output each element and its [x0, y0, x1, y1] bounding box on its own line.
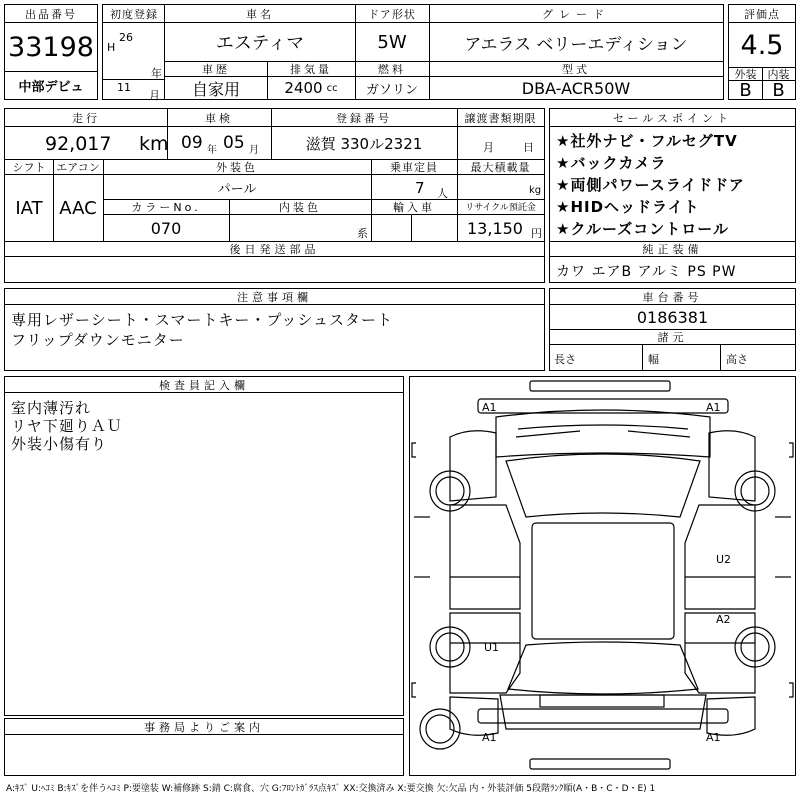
- reg-year: 26: [119, 31, 133, 44]
- lot-box: [4, 4, 98, 100]
- recycle-unit: 円: [531, 227, 542, 240]
- reg-era: H: [107, 41, 116, 54]
- door-type: 5W: [377, 31, 407, 53]
- model-header: 型式: [429, 61, 723, 77]
- mileage-value: 92,017: [45, 133, 112, 155]
- inspection-year-unit: 年: [207, 145, 217, 156]
- transfer-day-unit: 日: [523, 141, 534, 154]
- lot-header: 出品番号: [5, 5, 97, 23]
- equipment-value: カワ エアB アルミ PS PW: [556, 264, 737, 280]
- grade-name: アエラス ベリーエディション: [464, 34, 688, 55]
- max-load-unit: kg: [529, 185, 542, 196]
- int-color-unit: 系: [357, 227, 368, 240]
- sales-point-3: ★両側パワースライドドア: [556, 176, 745, 194]
- sales-point-4: ★HIDヘッドライト: [556, 198, 700, 216]
- int-color-header: 内装色: [229, 199, 371, 215]
- aircon-header: エアコン: [53, 159, 103, 175]
- car-diagram-svg: [410, 377, 795, 775]
- equipment-header: 純正装備: [550, 241, 795, 257]
- dims-width: 幅: [648, 353, 659, 366]
- int-score: B: [772, 79, 785, 101]
- chassis-box: [549, 288, 796, 371]
- inspector-line-3: 外装小傷有り: [11, 435, 108, 453]
- displacement-unit: cc: [326, 82, 338, 94]
- dims-length: 長さ: [554, 353, 576, 366]
- capacity-value: 7: [415, 179, 425, 197]
- office-header: 事務局よりご案内: [5, 719, 403, 735]
- ext-color-value: パール: [217, 181, 257, 197]
- capacity-header: 乗車定員: [371, 159, 457, 175]
- damage-legend: A:ｷｽﾞ U:ﾍｺﾐ B:ｷｽﾞを伴うﾍｺﾐ P:要塗装 W:補修跡 S:錆 C:腐食、穴 G:ﾌﾛﾝﾄｶﾞﾗｽ点ｷｽﾞ XX:交換済み X:要交換 欠:欠品 内・外装評価 5段階ﾗﾝｸ順(A・B・C・D・E) 1: [6, 784, 656, 794]
- mark-u1: U1: [484, 641, 500, 654]
- notes-header: 注意事項欄: [5, 289, 544, 305]
- notes-box: [4, 288, 545, 371]
- inspector-line-1: 室内薄汚れ: [11, 399, 92, 417]
- ext-color-header: 外装色: [103, 159, 371, 175]
- lot-tag: 中部デビュ: [18, 79, 84, 95]
- score-header: 評価点: [729, 5, 795, 23]
- mark-front-left: A1: [482, 401, 497, 414]
- sales-point-1: ★社外ナビ・フルセグTV: [556, 132, 738, 150]
- inspection-year: 09: [181, 133, 203, 153]
- plate-value: 滋賀 330ル2321: [305, 134, 423, 153]
- color-no-value: 070: [150, 218, 182, 238]
- import-header: 輸入車: [371, 199, 457, 215]
- chassis-header: 車台番号: [550, 289, 795, 305]
- score-box: [728, 4, 796, 100]
- chassis-value: 0186381: [636, 307, 709, 327]
- ext-score-header: 外装: [729, 67, 762, 81]
- car-name: エスティマ: [215, 33, 305, 54]
- model-value: DBA-ACR50W: [521, 78, 631, 98]
- delivery-header: 後日発送部品: [5, 241, 544, 257]
- color-no-header: カラーNo.: [103, 199, 229, 215]
- mark-u2: U2: [716, 553, 732, 566]
- office-box: [4, 718, 404, 776]
- reg-month: 11: [117, 81, 131, 94]
- sales-point-2: ★バックカメラ: [556, 154, 667, 172]
- inspection-header: 車検: [167, 109, 271, 127]
- displacement-header: 排気量: [267, 61, 355, 77]
- notes-line-2: フリップダウンモニター: [11, 331, 185, 349]
- int-score-header: 内装: [762, 67, 795, 81]
- transfer-month-unit: 月: [483, 141, 494, 154]
- inspector-line-2: リヤ下廻りＡＵ: [11, 417, 123, 435]
- recycle-value: 13,150: [467, 219, 523, 238]
- grade-header: グレード: [429, 5, 723, 23]
- shift-header: シフト: [5, 159, 53, 175]
- max-load-header: 最大積載量: [457, 159, 544, 175]
- sales-points-box: [549, 108, 796, 283]
- mark-rear-right: A1: [706, 731, 721, 744]
- sales-points-header: セールスポイント: [550, 109, 795, 127]
- mark-a2: A2: [716, 613, 731, 626]
- reg-month-unit: 月: [149, 89, 160, 102]
- reg-date-header: 初度登録: [103, 5, 165, 23]
- car-diagram: [409, 376, 796, 776]
- dims-header: 諸元: [550, 329, 795, 345]
- history-header: 車歴: [165, 61, 267, 77]
- inspector-header: 検査員記入欄: [5, 377, 403, 393]
- aircon-value: AAC: [59, 197, 97, 219]
- mark-rear-left: A1: [482, 731, 497, 744]
- sales-point-5: ★クルーズコントロール: [556, 220, 729, 238]
- shift-value: IAT: [15, 197, 43, 219]
- reg-date-box: [102, 4, 166, 100]
- lot-number: 33198: [8, 31, 94, 63]
- displacement-value: 2400: [284, 79, 323, 97]
- inspection-month: 05: [223, 133, 245, 153]
- transfer-header: 譲渡書類期限: [457, 109, 544, 127]
- mileage-unit: km: [139, 133, 169, 155]
- displacement-row: [267, 77, 355, 99]
- ext-score: B: [739, 79, 752, 101]
- dims-height: 高さ: [726, 353, 748, 366]
- mark-front-right: A1: [706, 401, 721, 414]
- info-grid-top: [164, 4, 724, 100]
- history-value: 自家用: [191, 79, 240, 99]
- plate-header: 登録番号: [271, 109, 457, 127]
- reg-year-unit: 年: [151, 67, 162, 80]
- notes-line-1: 専用レザーシート・スマートキー・プッシュスタート: [11, 311, 394, 329]
- mileage-header: 走行: [5, 109, 167, 127]
- inspector-box: [4, 376, 404, 716]
- car-name-header: 車名: [165, 5, 355, 23]
- main-spec-box: [4, 108, 545, 283]
- inspection-month-unit: 月: [249, 145, 259, 156]
- capacity-unit: 人: [437, 187, 448, 200]
- fuel-value: ガソリン: [365, 82, 418, 98]
- door-header: ドア形状: [355, 5, 429, 23]
- score-value: 4.5: [740, 29, 784, 61]
- recycle-header: リサイクル預託金: [457, 199, 544, 215]
- fuel-header: 燃料: [355, 61, 429, 77]
